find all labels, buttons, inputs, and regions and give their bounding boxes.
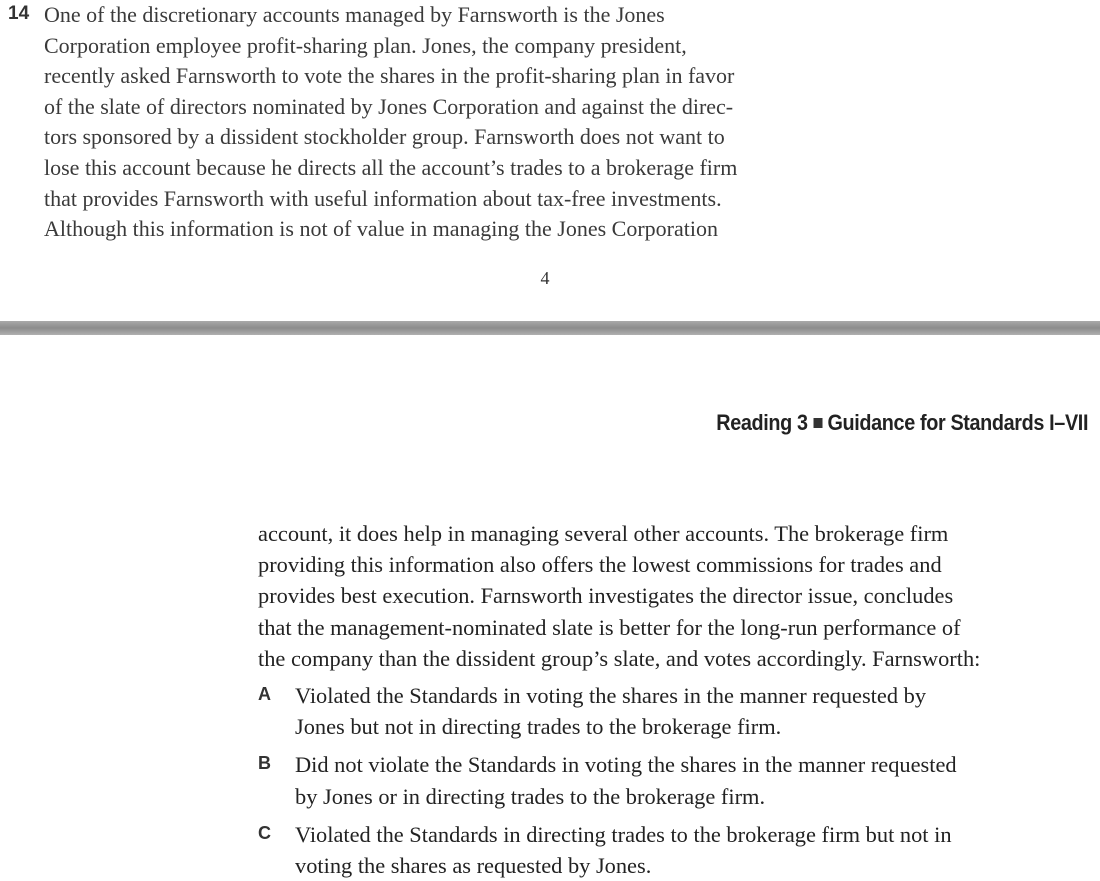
option-line: voting the shares as requested by Jones. [295, 853, 652, 879]
text-line: provides best execution. Farnsworth investigates the director issue, concludes [258, 583, 954, 609]
option-text [295, 819, 1100, 881]
top-page [0, 0, 1100, 318]
reading-title: Guidance for Standards I–VII [827, 410, 1088, 435]
text-line: that the management-nominated slate is better for the long-run performance of [258, 614, 961, 640]
option-letter: A [258, 684, 271, 704]
option-line: by Jones or in directing trades to the brokerage firm. [295, 783, 766, 809]
option-letter: C [258, 822, 271, 843]
text-line: account, it does help in managing several other accounts. The brokerage firm [258, 521, 949, 546]
option-line: Jones but not in directing trades to the brokerage firm. [295, 714, 782, 740]
question-number: 14 [8, 3, 30, 24]
option-line: Violated the Standards in voting the shares in the manner requested by [295, 683, 927, 708]
running-header [716, 410, 1088, 436]
reading-label: Reading 3 [716, 410, 808, 435]
text-line: the company than the dissident group’s slate, and votes accordingly. Farnsworth: [258, 645, 981, 671]
text-line: lose this account because he directs all the account’s trades to a brokerage firm [44, 154, 738, 180]
question-text-top [44, 0, 864, 245]
text-line: One of the discretionary accounts managed by Farnsworth is the Jones [44, 2, 665, 27]
option-text [295, 680, 1100, 742]
page-number: 4 [540, 268, 550, 288]
option-line: Violated the Standards in directing trades to the brokerage firm but not in [295, 821, 952, 847]
question-text-bottom [258, 518, 1100, 674]
answer-option-b [258, 749, 1100, 811]
option-line: Did not violate the Standards in voting the shares in the manner requested [295, 752, 957, 778]
option-letter: B [258, 753, 271, 774]
text-line: recently asked Farnsworth to vote the shares in the profit-sharing plan in favor [44, 63, 735, 89]
answer-options [258, 680, 1100, 881]
square-bullet-icon [813, 418, 822, 428]
text-line: Although this information is not of value in managing the Jones Corporation [44, 216, 718, 242]
answer-option-a [258, 680, 1100, 742]
option-text [295, 749, 1100, 811]
text-line: Corporation employee profit-sharing plan. Jones, the company president, [44, 32, 687, 58]
text-line: of the slate of directors nominated by Jones Corporation and against the direc- [44, 93, 734, 119]
text-line: providing this information also offers the lowest commissions for trades and [258, 552, 942, 578]
answer-option-c [258, 819, 1100, 881]
text-line: tors sponsored by a dissident stockholder group. Farnsworth does not want to [44, 124, 725, 150]
page-divider [0, 321, 1100, 335]
text-line: that provides Farnsworth with useful information about tax-free investments. [44, 185, 722, 211]
